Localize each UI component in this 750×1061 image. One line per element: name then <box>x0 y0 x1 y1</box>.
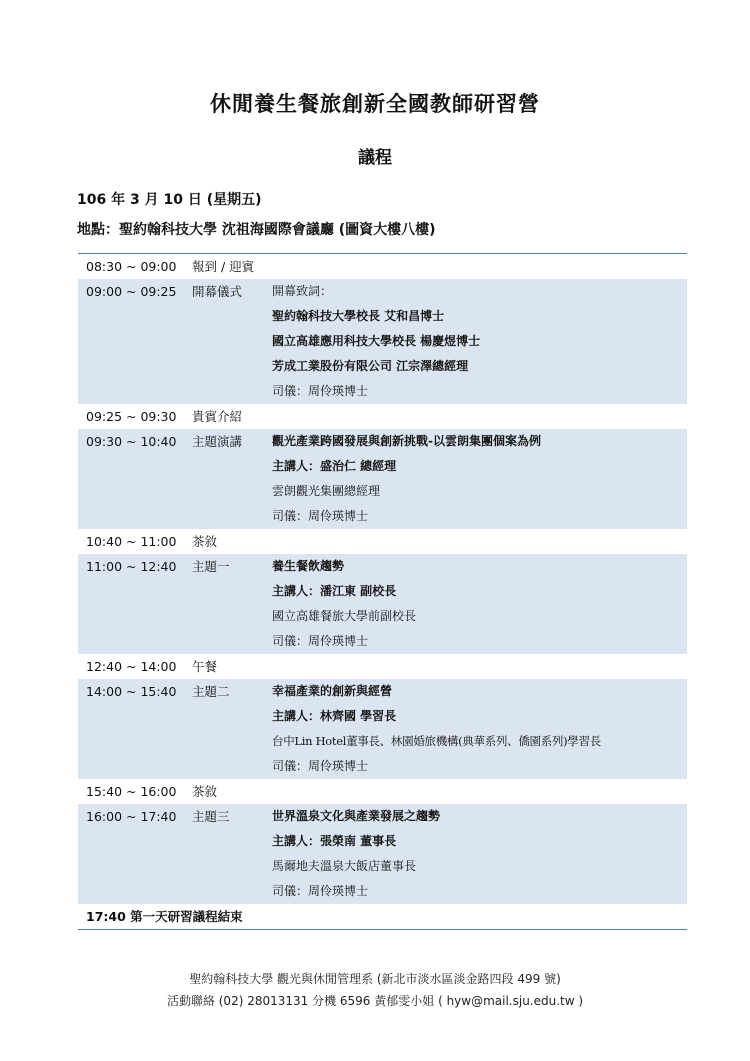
agenda-time: 09:00 ~ 09:25 <box>86 284 177 299</box>
agenda-row <box>78 404 687 429</box>
agenda-row <box>78 254 687 279</box>
agenda-row <box>78 429 687 529</box>
page-subtitle: 議程 <box>358 148 392 168</box>
agenda-detail-line: 開幕致詞： <box>272 284 333 298</box>
agenda-detail-line: 司儀：周伶瑛博士 <box>272 384 369 398</box>
agenda-host: 司儀：周伶瑛博士 <box>272 509 369 523</box>
agenda-session: 貴賓介紹 <box>192 409 243 424</box>
agenda-time: 11:00 ~ 12:40 <box>86 559 177 574</box>
agenda-row <box>78 279 687 404</box>
footer-contact: 活動聯絡 (02) 28013131 分機 6596 黃郁雯小姐 ( hyw@mail.sju.edu.tw ) <box>166 994 584 1008</box>
agenda-row <box>78 654 687 679</box>
agenda-time: 09:25 ~ 09:30 <box>86 409 177 424</box>
agenda-table <box>78 253 687 930</box>
agenda-details <box>272 679 687 779</box>
agenda-host: 司儀：周伶瑛博士 <box>272 759 369 773</box>
agenda-row <box>78 904 687 929</box>
agenda-speaker-title: 雲朗觀光集團總經理 <box>272 484 381 498</box>
agenda-session: 茶敘 <box>192 784 218 799</box>
footer-address: 聖約翰科技大學 觀光與休閒管理系 (新北市淡水區淡金路四段 499 號) <box>189 972 561 986</box>
agenda-row <box>78 804 687 904</box>
agenda-detail-line: 聖約翰科技大學校長 艾和昌博士 <box>272 309 445 323</box>
agenda-speaker: 主講人：林齊國 學習長 <box>272 709 397 723</box>
agenda-speaker-title: 馬爾地夫溫泉大飯店董事長 <box>272 859 417 873</box>
agenda-row <box>78 529 687 554</box>
agenda-time: 09:30 ~ 10:40 <box>86 434 177 449</box>
agenda-speaker-title: 國立高雄餐旅大學前副校長 <box>272 609 417 623</box>
event-date: 106 年 3 月 10 日 (星期五) <box>77 192 262 208</box>
agenda-session: 主題一 <box>192 559 230 574</box>
agenda-speaker-title: 台中Lin Hotel董事長、林園婚旅機構(典華系列、僑園系列)學習長 <box>272 734 601 748</box>
agenda-topic: 世界溫泉文化與產業發展之趨勢 <box>272 809 441 823</box>
agenda-session: 開幕儀式 <box>192 284 243 299</box>
agenda-session: 主題二 <box>192 684 230 699</box>
agenda-time: 16:00 ~ 17:40 <box>86 809 177 824</box>
agenda-details <box>272 429 687 529</box>
agenda-host: 司儀：周伶瑛博士 <box>272 884 369 898</box>
agenda-details <box>272 554 687 654</box>
agenda-time: 10:40 ~ 11:00 <box>86 534 177 549</box>
agenda-topic: 養生餐飲趨勢 <box>272 559 345 573</box>
agenda-speaker: 主講人：盛治仁 總經理 <box>272 459 397 473</box>
page-title: 休閒養生餐旅創新全國教師研習營 <box>210 91 540 116</box>
agenda-session: 主題三 <box>192 809 230 824</box>
agenda-details <box>272 279 687 404</box>
agenda-time: 15:40 ~ 16:00 <box>86 784 177 799</box>
agenda-details <box>272 804 687 904</box>
agenda-session: 茶敘 <box>192 534 218 549</box>
agenda-time: 14:00 ~ 15:40 <box>86 684 177 699</box>
agenda-topic: 觀光產業跨國發展與創新挑戰-以雲朗集團個案為例 <box>272 434 541 448</box>
agenda-end: 17:40 第一天研習議程結束 <box>86 909 243 924</box>
agenda-row <box>78 554 687 654</box>
agenda-session: 主題演講 <box>192 434 243 449</box>
agenda-session: 午餐 <box>192 659 218 674</box>
agenda-detail-line: 國立高雄應用科技大學校長 楊慶煜博士 <box>272 334 481 348</box>
agenda-speaker: 主講人：張榮南 董事長 <box>272 834 397 848</box>
agenda-time: 08:30 ~ 09:00 <box>86 259 177 274</box>
agenda-row <box>78 779 687 804</box>
agenda-time: 12:40 ~ 14:00 <box>86 659 177 674</box>
agenda-topic: 幸福產業的創新與經營 <box>272 684 393 698</box>
agenda-host: 司儀：周伶瑛博士 <box>272 634 369 648</box>
agenda-session: 報到 / 迎賓 <box>192 259 255 274</box>
agenda-row <box>78 679 687 779</box>
event-location: 地點：聖約翰科技大學 沈祖海國際會議廳 (圖資大樓八樓) <box>77 222 436 238</box>
agenda-speaker: 主講人：潘江東 副校長 <box>272 584 397 598</box>
agenda-detail-line: 芳成工業股份有限公司 江宗澤總經理 <box>272 359 469 373</box>
